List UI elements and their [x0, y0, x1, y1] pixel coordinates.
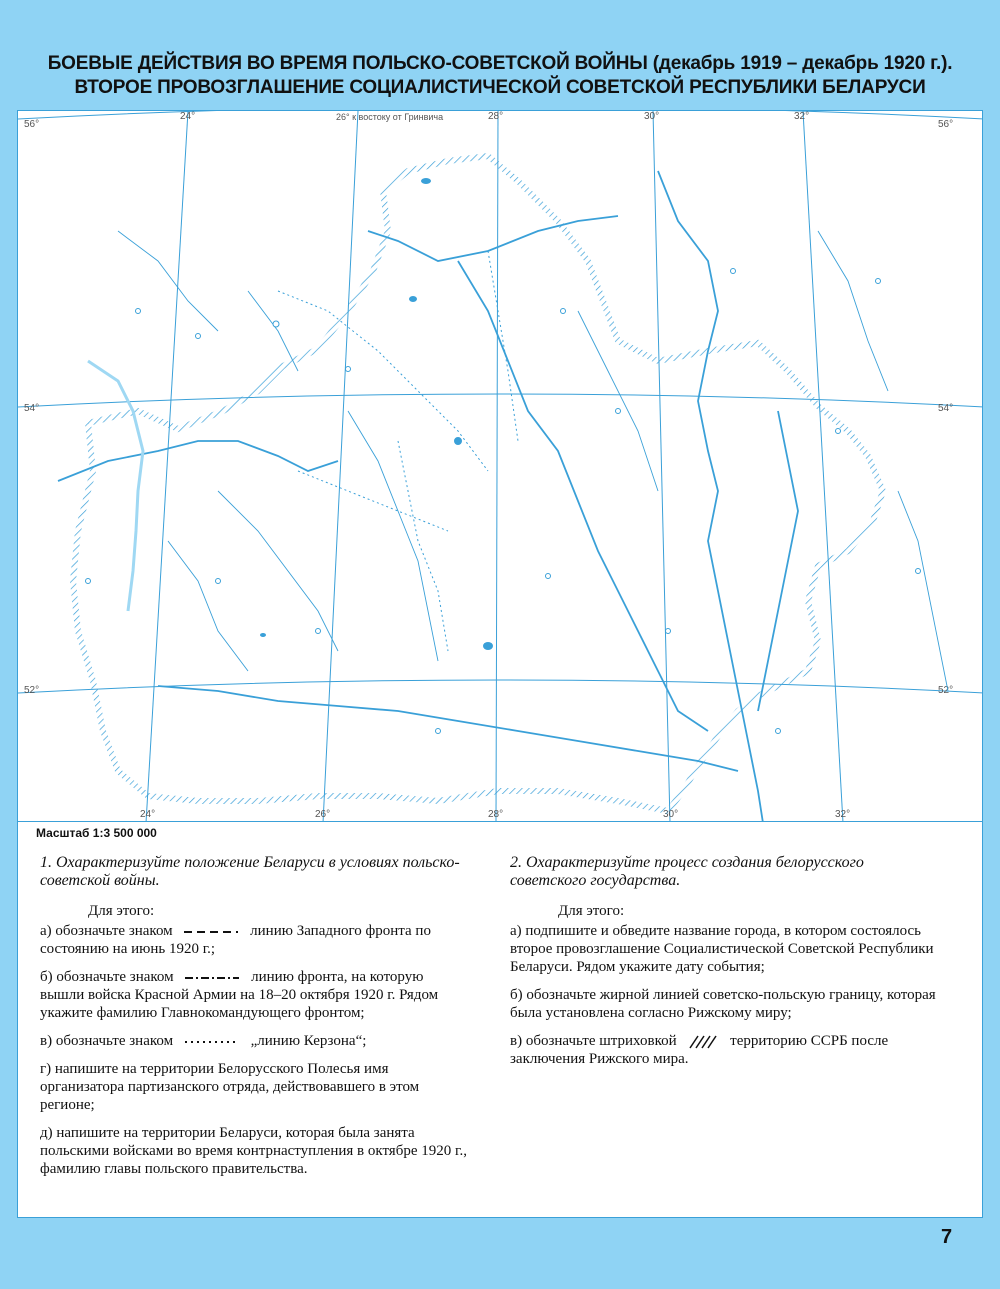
task-1-title: 1. Охарактеризуйте положение Беларуси в условиях польско-советской войны. — [40, 854, 460, 889]
meridian-note: 26° к востоку от Гринвича — [336, 112, 444, 122]
lon-label-24-top: 24° — [180, 111, 196, 122]
lon-label-26-bottom: 26° — [315, 809, 331, 820]
task-1-a — [40, 922, 470, 958]
title-line-2: ВТОРОЕ ПРОВОЗГЛАШЕНИЕ СОЦИАЛИСТИЧЕСКОЙ СОВЕТСКОЙ РЕСПУБЛИКИ БЕЛАРУСИ — [74, 77, 926, 98]
rivers — [58, 171, 798, 822]
lat-label-54-left: 54° — [24, 403, 40, 414]
task-1 — [40, 854, 470, 1188]
lat-label-52-right: 52° — [938, 685, 954, 696]
dotted-line-symbol — [183, 1039, 241, 1045]
task-1-e: д) напишите на территории Беларуси, которая была занята польскими войсками во время контрнаступления в октябре 1920 г., фамилию главы польского правительства. — [40, 1125, 467, 1177]
task-2-intro: Для этого: — [558, 903, 625, 919]
meridian-24 — [146, 111, 188, 822]
title-line-1: БОЕВЫЕ ДЕЙСТВИЯ ВО ВРЕМЯ ПОЛЬСКО-СОВЕТСКОЙ ВОЙНЫ (декабрь 1919 – декабрь 1920 г.). — [47, 53, 953, 74]
lat-label-56-right: 56° — [938, 119, 954, 130]
lon-label-24-bottom: 24° — [140, 809, 156, 820]
river-berezina — [458, 261, 708, 731]
lat-label-54-right: 54° — [938, 403, 954, 414]
lakes — [260, 178, 493, 650]
river-sozh — [758, 411, 798, 711]
meridian-26 — [323, 111, 358, 822]
state-border — [88, 156, 883, 811]
meridian-32 — [803, 111, 843, 822]
map-scale: Масштаб 1:3 500 000 — [36, 826, 157, 840]
meridian-28 — [496, 111, 498, 822]
dashed-line-symbol — [182, 929, 240, 935]
task-2-a: а) подпишите и обведите название города, в котором состоялось второе провозглашение Социалистической Советской Республики Беларуси. Рядом укажите дату события; — [510, 923, 934, 975]
contour-map — [17, 110, 983, 822]
lon-label-32-bottom: 32° — [835, 809, 851, 820]
dash-dot-line-symbol — [183, 975, 241, 981]
task-1-b-post: линию фронта, на которую вышли войска Красной Армии на 18–20 октября 1920 г. Рядом укажите фамилию Главнокомандующего фронтом; — [40, 969, 439, 1021]
state-border-south — [73, 423, 668, 811]
graticule — [18, 111, 983, 822]
task-1-d: г) напишите на территории Белорусского Полесья имя организатора партизанского отряда, действовавшего в этом регионе; — [40, 1061, 420, 1113]
task-1-a-post: линию Западного фронта по состоянию на июнь 1920 г.; — [40, 923, 431, 957]
task-1-b-pre: б) обозначьте знаком — [40, 969, 174, 985]
tasks-panel — [17, 822, 983, 1218]
river-neman — [58, 441, 338, 481]
task-2-c-post: территорию ССРБ после заключения Рижского мира. — [510, 1033, 889, 1067]
meridian-30 — [653, 111, 670, 822]
task-1-a-pre: а) обозначьте знаком — [40, 923, 173, 939]
admin-boundaries — [278, 251, 518, 651]
lat-label-56-left: 56° — [24, 119, 40, 130]
task-1-c — [40, 1032, 470, 1050]
lon-label-28-top: 28° — [488, 111, 504, 122]
task-2 — [510, 854, 940, 1078]
lat-label-52-left: 52° — [24, 685, 40, 696]
minor-rivers — [118, 231, 948, 691]
task-2-b: б) обозначьте жирной линией советско-польскую границу, которая была установлена согласно Рижскому миру; — [510, 987, 936, 1021]
lon-label-30-bottom: 30° — [663, 809, 679, 820]
lon-label-32-top: 32° — [794, 111, 810, 122]
river-dnieper — [658, 171, 763, 822]
task-2-c-pre: в) обозначьте штриховкой — [510, 1033, 677, 1049]
task-1-c-post: „линию Керзона“; — [250, 1033, 367, 1049]
lon-label-28-bottom: 28° — [488, 809, 504, 820]
hatch-symbol — [686, 1035, 720, 1049]
task-2-title: 2. Охарактеризуйте процесс создания белорусского советского государства. — [510, 854, 864, 889]
page-title — [0, 52, 1000, 100]
parallel-54 — [18, 394, 983, 407]
page-number: 7 — [941, 1226, 953, 1248]
river-bug — [88, 361, 143, 611]
task-1-b — [40, 968, 470, 1022]
river-pripyat — [158, 686, 738, 771]
task-1-c-pre: в) обозначьте знаком — [40, 1033, 174, 1049]
task-2-c — [510, 1032, 940, 1068]
lon-label-30-top: 30° — [644, 111, 660, 122]
task-1-intro: Для этого: — [88, 903, 155, 919]
